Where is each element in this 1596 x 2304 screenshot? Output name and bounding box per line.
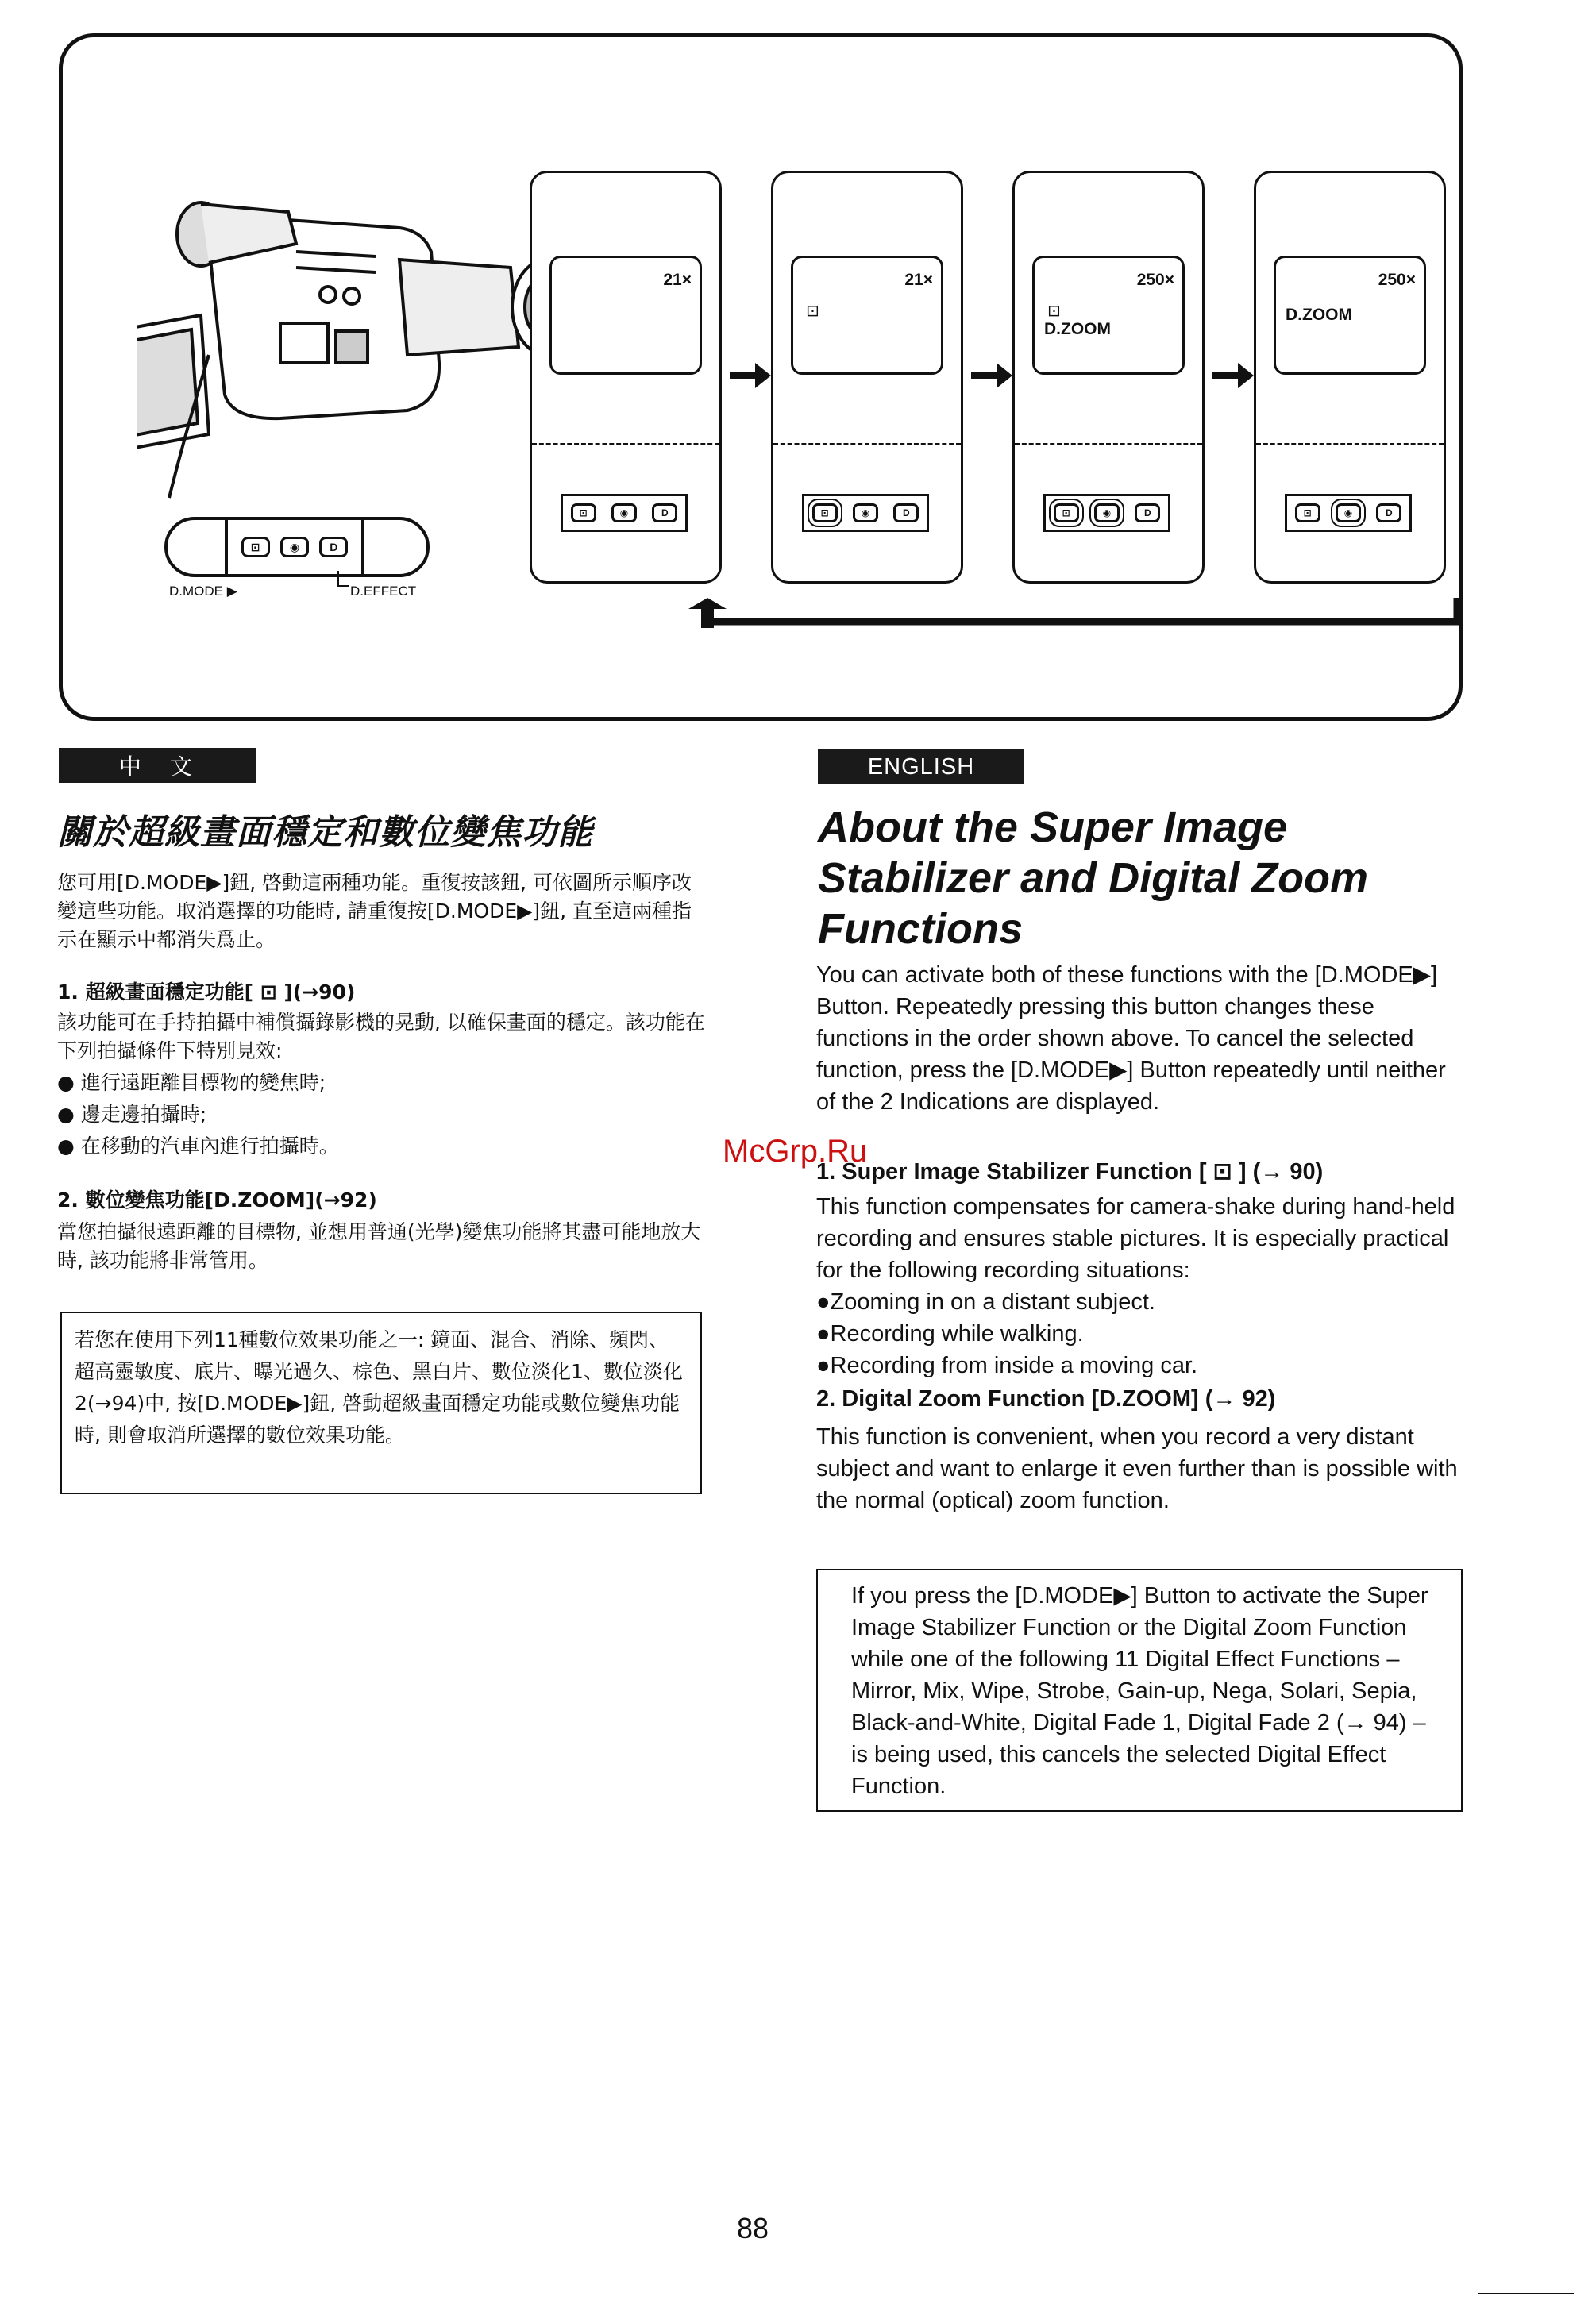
- deffect-indicator-icon: D: [893, 503, 919, 522]
- stabilizer-indicator-icon: ⊡: [812, 503, 838, 522]
- dzoom-indicator-icon: ◉: [611, 503, 637, 522]
- zoom-indicator: 250×: [1378, 271, 1416, 289]
- illustration-frame: [59, 33, 1463, 721]
- dmode-button-strip: [164, 517, 430, 577]
- english-section1-heading: 1. Super Image Stabilizer Function [ ⊡ ] (→ 90): [816, 1159, 1324, 1185]
- english-section1-body: This function compensates for camera-shake during hand-held recording and ensures stable pictures. It is especially practical for the following recording situations:: [816, 1194, 1455, 1283]
- chinese-section2-heading: 2. 數位變焦功能[D.ZOOM](→92): [57, 1189, 377, 1212]
- watermark: McGrp.Ru: [723, 1134, 868, 1169]
- english-bullet: ●Recording from inside a moving car.: [816, 1353, 1198, 1378]
- deffect-indicator-icon: D: [1135, 503, 1160, 522]
- dzoom-indicator-icon: ◉: [1094, 503, 1120, 522]
- zoom-indicator: 21×: [904, 271, 933, 289]
- chinese-bullet: ● 在移動的汽車內進行拍攝時。: [57, 1135, 339, 1158]
- zoom-indicator: 21×: [663, 271, 692, 289]
- dashed-divider: [532, 443, 719, 445]
- deffect-indicator-icon: D: [652, 503, 677, 522]
- dzoom-indicator-icon: ◉: [853, 503, 878, 522]
- dashed-divider: [1015, 443, 1202, 445]
- zoom-indicator: 250×: [1136, 271, 1174, 289]
- english-section-header: ENGLISH: [818, 749, 1024, 784]
- chinese-section1-heading: 1. 超級畫面穩定功能[ ⊡ ](→90): [57, 981, 356, 1004]
- viewfinder-screen: [549, 256, 702, 375]
- dashed-divider: [1256, 443, 1444, 445]
- chinese-section1-body: 該功能可在手持拍攝中補償攝錄影機的晃動, 以確保畫面的穩定。該功能在下列拍攝條件下特別見效:: [57, 1011, 705, 1062]
- english-bullet: ●Recording while walking.: [816, 1321, 1084, 1347]
- english-intro: You can activate both of these functions with the [D.MODE▶] Button. Repeatedly pressing this button changes these functions in the order shown above. To cancel the selected function, press the [D.MODE▶] Button repeatedly until neither of the 2 Indications are displayed.: [816, 962, 1446, 1115]
- stabilizer-indicator-icon: ⊡: [1054, 503, 1079, 522]
- button-indicator-strip: [1043, 494, 1170, 532]
- button-indicator-strip: [1285, 494, 1412, 532]
- english-bullet: ●Zooming in on a distant subject.: [816, 1289, 1155, 1315]
- return-arrow-icon: [676, 598, 1478, 636]
- display-panel-3: [1012, 171, 1205, 584]
- display-panel-2: [771, 171, 963, 584]
- stabilizer-icon: ⊡: [1047, 302, 1061, 320]
- viewfinder-screen: [1274, 256, 1426, 375]
- stabilizer-indicator-icon: ⊡: [1295, 503, 1320, 522]
- stabilizer-indicator-icon: ⊡: [571, 503, 596, 522]
- english-section2-body: This function is convenient, when you record a very distant subject and want to enlarge it even further than is possible with the normal (optical) zoom function.: [816, 1424, 1458, 1513]
- arrow-right-icon: [1211, 360, 1255, 391]
- english-section2-heading: 2. Digital Zoom Function [D.ZOOM] (→ 92): [816, 1386, 1276, 1412]
- english-title-line: Functions: [818, 905, 1023, 953]
- english-title-line: About the Super Image: [818, 803, 1288, 851]
- page-number: 88: [737, 2212, 769, 2244]
- chinese-note-box: 若您在使用下列11種數位效果功能之一: 鏡面、混合、消除、頻閃、超高靈敏度、底片、曝光過久、棕色、黑白片、數位淡化1、數位淡化2(→94)中, 按[D.MODE▶]鈕, 啓動超級畫面穩定功能或數位變焦功能時, 則會取消所選擇的數位效果功能。: [60, 1312, 702, 1494]
- display-panel-1: [530, 171, 722, 584]
- dmode-label: D.MODE ▶: [169, 584, 237, 599]
- dzoom-indicator: D.ZOOM: [1286, 306, 1352, 324]
- stabilizer-icon: ⊡: [806, 302, 819, 320]
- arrow-right-icon: [728, 360, 773, 391]
- dzoom-indicator-icon: ◉: [1336, 503, 1361, 522]
- arrow-right-icon: [970, 360, 1014, 391]
- viewfinder-screen: [1032, 256, 1185, 375]
- chinese-bullet: ● 進行遠距離目標物的變焦時;: [57, 1071, 326, 1094]
- deffect-hook-line: [337, 571, 349, 587]
- chinese-section2-body: 當您拍攝很遠距離的目標物, 並想用普通(光學)變焦功能將其盡可能地放大時, 該功能將非常管用。: [57, 1220, 701, 1272]
- english-title: [818, 802, 1453, 954]
- button-indicator-strip: [802, 494, 929, 532]
- chinese-title: 關於超級畫面穩定和數位變焦功能: [57, 812, 593, 853]
- chinese-bullet: ● 邊走邊拍攝時;: [57, 1103, 207, 1126]
- viewfinder-screen: [791, 256, 943, 375]
- dashed-divider: [773, 443, 961, 445]
- chinese-section-header: 中 文: [59, 748, 256, 783]
- deffect-indicator-icon: D: [1376, 503, 1401, 522]
- deffect-button-icon: D: [319, 537, 348, 557]
- english-note-box: If you press the [D.MODE▶] Button to activate the Super Image Stabilizer Function or the Digital Zoom Function while one of the following 11 Digital Effect Functions – Mirror, Mix, Wipe, Strobe, Gain-up, Nega, Solari, Sepia, Black-and-White, Digital Fade 1, Digital Fade 2 (→ 94) – is being used, this cancels the selected Digital Effect Function.: [816, 1569, 1463, 1812]
- deffect-label: D.EFFECT: [350, 584, 417, 599]
- english-title-line: Stabilizer and Digital Zoom: [818, 854, 1369, 902]
- display-panel-4: [1254, 171, 1446, 584]
- stabilizer-button-icon: ⊡: [241, 537, 270, 557]
- chinese-intro: 您可用[D.MODE▶]鈕, 啓動這兩種功能。重復按該鈕, 可依圖所示順序改變這些功能。取消選擇的功能時, 請重復按[D.MODE▶]鈕, 直至這兩種指示在顯示中都消失爲止。: [57, 871, 692, 951]
- dmode-button-icon: ◉: [280, 537, 309, 557]
- dzoom-indicator: D.ZOOM: [1044, 320, 1111, 338]
- corner-divider: [1478, 2293, 1574, 2294]
- button-indicator-strip: [561, 494, 688, 532]
